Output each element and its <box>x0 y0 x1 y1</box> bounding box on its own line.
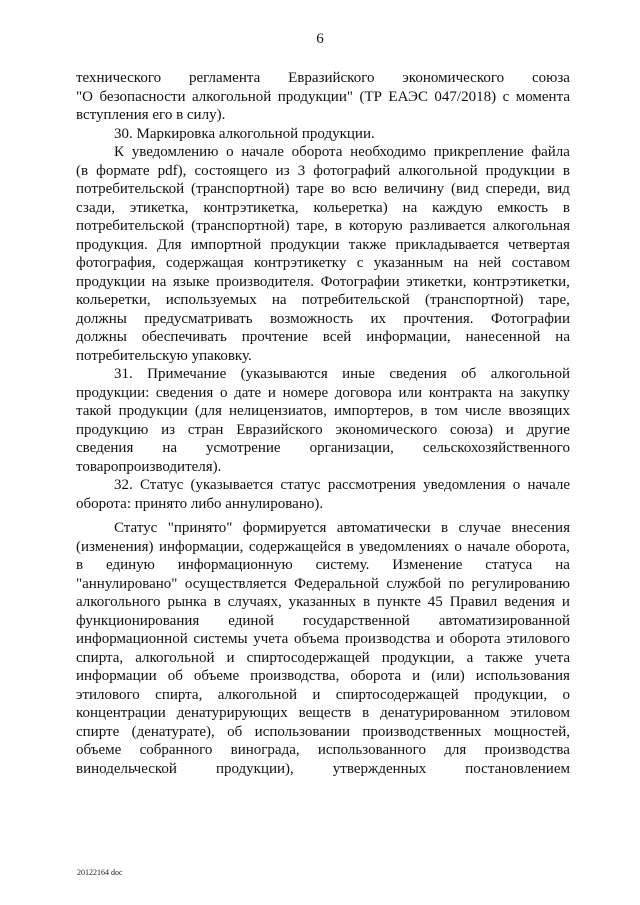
word: контрэтикетка, <box>203 199 299 216</box>
word: спирта, <box>155 686 203 703</box>
word: объеме <box>193 668 240 684</box>
word: файла <box>531 144 570 160</box>
word: этикетки, <box>406 273 467 290</box>
word: алкогольной <box>490 366 570 382</box>
word: о <box>226 144 234 160</box>
word: из <box>275 162 290 179</box>
word: продукция. <box>76 236 148 253</box>
word: статуса <box>485 557 533 573</box>
word: объема <box>294 631 340 647</box>
text-line <box>76 476 570 495</box>
word: в <box>562 199 570 216</box>
word: таре, <box>538 292 570 308</box>
word: информации, <box>158 538 244 555</box>
word: союза) <box>450 421 493 438</box>
word: денатурированном <box>380 705 500 721</box>
word: этилового <box>506 631 570 647</box>
word: спиртосодержащей <box>246 649 370 666</box>
word: информационной <box>76 631 188 647</box>
text-line <box>76 667 570 686</box>
word: информации <box>76 668 157 684</box>
word: об <box>461 366 477 382</box>
word: или <box>398 384 423 401</box>
word: на <box>453 255 469 271</box>
text-line <box>76 593 570 612</box>
word: продукции <box>485 162 555 179</box>
word: Статус <box>139 477 184 493</box>
word: союза <box>532 70 570 86</box>
word: алкогольной <box>398 162 478 179</box>
word: Евразийского <box>288 70 375 86</box>
word: указанных <box>288 594 357 610</box>
word: о <box>512 477 521 493</box>
text-line <box>76 575 570 594</box>
word: 3 <box>297 162 306 179</box>
paragraph-30-body <box>76 143 570 365</box>
word: с <box>502 88 510 105</box>
word: веществ <box>298 705 352 721</box>
paragraph-32 <box>76 476 570 513</box>
word: (в <box>76 162 89 179</box>
word: (для <box>194 403 222 419</box>
word: прочтения. <box>403 310 474 327</box>
word: а <box>466 649 474 666</box>
word: закупку <box>520 384 570 401</box>
word: (изменения) <box>76 538 154 555</box>
word: продукции <box>118 403 188 419</box>
word: и <box>226 649 235 666</box>
word: предусматривать <box>144 310 253 327</box>
word: (транспортной) <box>191 218 290 234</box>
word: и <box>561 594 570 610</box>
word: контрэтикетку <box>253 255 347 271</box>
word: винодельческой <box>76 760 177 777</box>
word: учета <box>253 631 289 647</box>
word: на <box>162 440 178 456</box>
text-line <box>76 402 570 421</box>
word: нанесенной <box>465 329 541 345</box>
word: спереди, <box>485 181 541 197</box>
word: Правил <box>449 594 498 610</box>
word: импортной <box>190 236 262 253</box>
word: сведения <box>76 440 134 456</box>
word: утвержденных <box>332 760 427 777</box>
word: вид <box>547 181 570 197</box>
word: системы <box>193 631 248 647</box>
text-line <box>76 421 570 440</box>
page-number: 6 <box>316 31 324 47</box>
word: четвертая <box>507 236 570 253</box>
text-line <box>76 519 570 538</box>
text-line <box>76 180 570 199</box>
word: рассмотрения <box>327 477 416 493</box>
word: договора <box>334 384 392 401</box>
word: с <box>356 255 364 271</box>
word: потребительской <box>76 218 185 234</box>
word: организации, <box>309 440 394 456</box>
word: алкогольная <box>492 218 570 234</box>
text-line <box>76 365 570 384</box>
word: для <box>444 742 467 758</box>
word: этилового <box>76 686 140 703</box>
paragraph-31 <box>76 365 570 476</box>
text-line: вступления его в силу). <box>76 107 226 123</box>
word: числе <box>464 403 502 419</box>
text-line <box>76 88 570 107</box>
word: этикетка, <box>129 199 189 216</box>
paragraph-intro <box>76 69 570 125</box>
word: этиловом <box>510 705 570 721</box>
word: в <box>213 594 221 610</box>
word: функционирования <box>76 612 200 629</box>
word: состоящего <box>194 162 268 179</box>
word: из <box>161 421 176 438</box>
text-line <box>76 612 570 631</box>
word: продукции, <box>381 649 455 666</box>
word: в <box>362 705 370 721</box>
text-line <box>76 760 570 779</box>
word: стран <box>187 421 224 438</box>
word: том <box>434 403 458 419</box>
text-line: потребительскую упаковку. <box>76 347 252 364</box>
word: статус <box>280 477 321 493</box>
word: ней <box>478 255 502 271</box>
word: всей <box>322 329 352 345</box>
word: величину <box>383 181 445 197</box>
text-line <box>76 439 570 458</box>
word: прикрепление <box>433 144 524 160</box>
word: емкость <box>497 199 548 216</box>
word: ввозящих <box>508 403 570 419</box>
text-line <box>76 328 570 347</box>
word: информации, <box>366 329 451 345</box>
word: на <box>402 199 418 216</box>
word: необходимо <box>350 144 427 160</box>
word: контрэтикетки, <box>473 273 570 290</box>
text-line <box>76 254 570 273</box>
word: нелицензиатов, <box>229 403 327 419</box>
word: об <box>167 668 183 684</box>
word: денатурирующих <box>176 705 288 721</box>
word: указанным <box>373 255 444 271</box>
word: усмотрение <box>206 440 281 456</box>
word: таре, <box>296 218 328 234</box>
word: Статус <box>114 520 158 536</box>
word: (указывается <box>190 477 274 493</box>
word: другие <box>526 421 570 438</box>
word: единой <box>228 612 274 629</box>
word: производства, <box>250 668 340 684</box>
word: производства <box>344 631 431 647</box>
paragraph-status <box>76 519 570 778</box>
word: оборота <box>449 631 501 647</box>
text-line <box>76 143 570 162</box>
word: оборота <box>350 668 402 684</box>
word: продукцию <box>76 421 149 438</box>
word: (ТР <box>359 88 382 105</box>
word: Примечание <box>147 366 227 382</box>
word: их <box>370 310 386 327</box>
word: момента <box>515 88 570 105</box>
word: должны <box>76 329 127 345</box>
word: о <box>219 384 228 401</box>
text-line: оборота: принято либо аннулировано). <box>76 495 324 512</box>
word: в <box>420 403 428 419</box>
word: потребительской <box>301 292 410 308</box>
word: уведомлению <box>131 144 219 160</box>
word: pdf), <box>157 162 187 179</box>
word: 32. <box>114 477 133 493</box>
word: алкогольного <box>76 594 161 610</box>
word: в <box>76 557 84 573</box>
text-line <box>76 217 570 236</box>
text-line <box>76 704 570 723</box>
word: также <box>348 236 387 253</box>
text-line <box>76 199 570 218</box>
word: регулированию <box>471 575 570 592</box>
word: продукции: <box>76 384 150 401</box>
text-line <box>76 69 570 88</box>
word: сзади, <box>76 199 116 216</box>
word: К <box>114 144 125 160</box>
word: прочтение <box>241 329 308 345</box>
word: на <box>151 273 167 290</box>
word: возможность <box>269 310 354 327</box>
word: формируется <box>242 520 327 536</box>
word: учета <box>534 649 570 666</box>
word: на <box>271 292 287 308</box>
word: во <box>330 181 346 197</box>
word: контракта <box>428 384 493 401</box>
word: которую <box>348 218 403 234</box>
word: спирте <box>76 723 120 740</box>
word: спиртосодержащей <box>335 686 459 703</box>
word: постановлением <box>465 760 570 777</box>
word: оборота <box>291 144 343 160</box>
word: (или) <box>431 668 465 684</box>
word: экономического <box>402 70 505 86</box>
word: производителя. <box>215 273 315 290</box>
text-line <box>76 273 570 292</box>
section-heading: 30. Маркировка алкогольной продукции. <box>114 125 375 142</box>
word: иные <box>342 366 375 382</box>
text-line <box>76 686 570 705</box>
word: прикладывается <box>395 236 499 253</box>
word: используемых <box>165 292 257 308</box>
text-line <box>76 630 570 649</box>
word: Евразийского <box>236 421 323 438</box>
word: экономического <box>335 421 438 438</box>
word: о <box>562 686 570 703</box>
word: разливается <box>409 218 486 234</box>
word: Изменение <box>392 557 463 573</box>
word: производства <box>484 742 570 758</box>
word: каждую <box>432 199 483 216</box>
word: случае <box>458 520 501 536</box>
word: фотографий <box>313 162 391 179</box>
word: автоматически <box>336 520 431 536</box>
word: в <box>362 594 371 610</box>
word: также <box>485 649 523 666</box>
word: "принято" <box>167 520 233 536</box>
text-line <box>76 556 570 575</box>
word: продукции <box>76 273 146 290</box>
word: пункте <box>377 594 421 610</box>
text-line <box>76 723 570 742</box>
word: (вид <box>450 181 479 197</box>
text-line <box>76 291 570 310</box>
text-line <box>76 649 570 668</box>
word: продукции <box>270 236 340 253</box>
word: (денатурате), <box>131 723 215 740</box>
word: сведения <box>155 384 214 401</box>
word: кольеретки, <box>76 292 151 308</box>
paragraph-30-title <box>76 125 570 144</box>
word: алкогольной <box>192 88 272 105</box>
word: на <box>555 329 570 345</box>
word: 45 <box>427 594 443 610</box>
word: начале <box>467 538 510 555</box>
word: технического <box>76 70 162 86</box>
word: составом <box>511 255 570 271</box>
word: винограда, <box>230 742 300 758</box>
word: случаях, <box>227 594 282 610</box>
word: в <box>334 218 342 234</box>
word: осуществляется <box>184 575 287 592</box>
word: фотография, <box>76 255 156 271</box>
word: мощностей, <box>493 723 570 740</box>
word: продукции, <box>474 686 548 703</box>
word: и <box>436 631 445 647</box>
word: и <box>267 384 276 401</box>
word: Для <box>156 236 182 253</box>
word: должны <box>76 310 127 327</box>
word: обеспечивать <box>141 329 227 345</box>
word: и <box>505 421 514 438</box>
word: концентрации <box>76 705 166 721</box>
word: Фотографии <box>320 273 400 290</box>
word: кольеретка) <box>313 199 388 216</box>
word: номере <box>282 384 329 401</box>
word: содержащая <box>165 255 244 271</box>
word: на <box>498 384 514 401</box>
text-line: товаропроизводителя). <box>76 458 222 475</box>
word: собранного <box>139 742 213 758</box>
word: и <box>312 686 321 703</box>
word: дате <box>234 384 262 401</box>
word: начале <box>241 144 284 160</box>
word: алкогольной <box>217 686 297 703</box>
text-line <box>76 162 570 181</box>
word: ведения <box>504 594 555 610</box>
word: в <box>346 538 354 555</box>
word: регламента <box>188 70 261 86</box>
word: алкогольной <box>135 649 215 666</box>
word: по <box>448 575 465 592</box>
word: 31. <box>114 366 133 382</box>
word: сведения <box>389 366 447 382</box>
word: службой <box>386 575 442 592</box>
word: в <box>440 520 449 536</box>
word: безопасности <box>99 88 186 105</box>
word: объеме <box>76 742 122 758</box>
word: "аннулировано" <box>76 575 178 592</box>
word: автоматизированной <box>438 612 570 629</box>
word: производственных <box>362 723 482 740</box>
word: уведомления <box>423 477 506 493</box>
word: на <box>555 557 570 573</box>
word: (указываются <box>240 366 328 382</box>
word: оборота, <box>515 538 570 555</box>
document-file-code: 20122164 doc <box>77 868 123 877</box>
text-line <box>76 538 570 557</box>
word: использовании <box>254 723 350 740</box>
word: информационную <box>177 557 293 573</box>
word: государственной <box>302 612 410 629</box>
text-line <box>76 384 570 403</box>
word: спирта, <box>76 649 124 666</box>
word: содержащейся <box>248 538 342 555</box>
word: о <box>454 538 462 555</box>
word: потребительской <box>76 181 185 197</box>
word: продукции), <box>215 760 294 777</box>
word: языке <box>172 273 210 290</box>
word: ЕАЭС <box>388 88 428 105</box>
word: продукции" <box>277 88 353 105</box>
word: таре <box>296 181 324 197</box>
word: об <box>227 723 243 740</box>
word: "О <box>76 88 93 105</box>
word: использованного <box>317 742 426 758</box>
word: импортеров, <box>333 403 414 419</box>
word: и <box>412 668 421 684</box>
word: рынка <box>167 594 207 610</box>
text-line <box>76 236 570 255</box>
text-line <box>76 741 570 760</box>
document-body <box>76 69 570 778</box>
word: использования <box>475 668 570 684</box>
word: (транспортной) <box>424 292 524 308</box>
word: 047/2018) <box>434 88 497 105</box>
word: начале <box>527 477 570 493</box>
word: Фотографии <box>490 310 570 327</box>
word: сельскохозяйственного <box>422 440 570 456</box>
word: систему. <box>315 557 370 573</box>
word: всю <box>352 181 377 197</box>
word: в <box>562 162 570 179</box>
word: внесения <box>511 520 570 536</box>
word: (транспортной) <box>191 181 290 197</box>
word: уведомлениях <box>359 538 449 555</box>
word: такой <box>76 403 112 419</box>
text-line <box>76 310 570 329</box>
word: Федеральной <box>294 575 379 592</box>
word: единую <box>106 557 155 573</box>
word: формате <box>96 162 150 179</box>
